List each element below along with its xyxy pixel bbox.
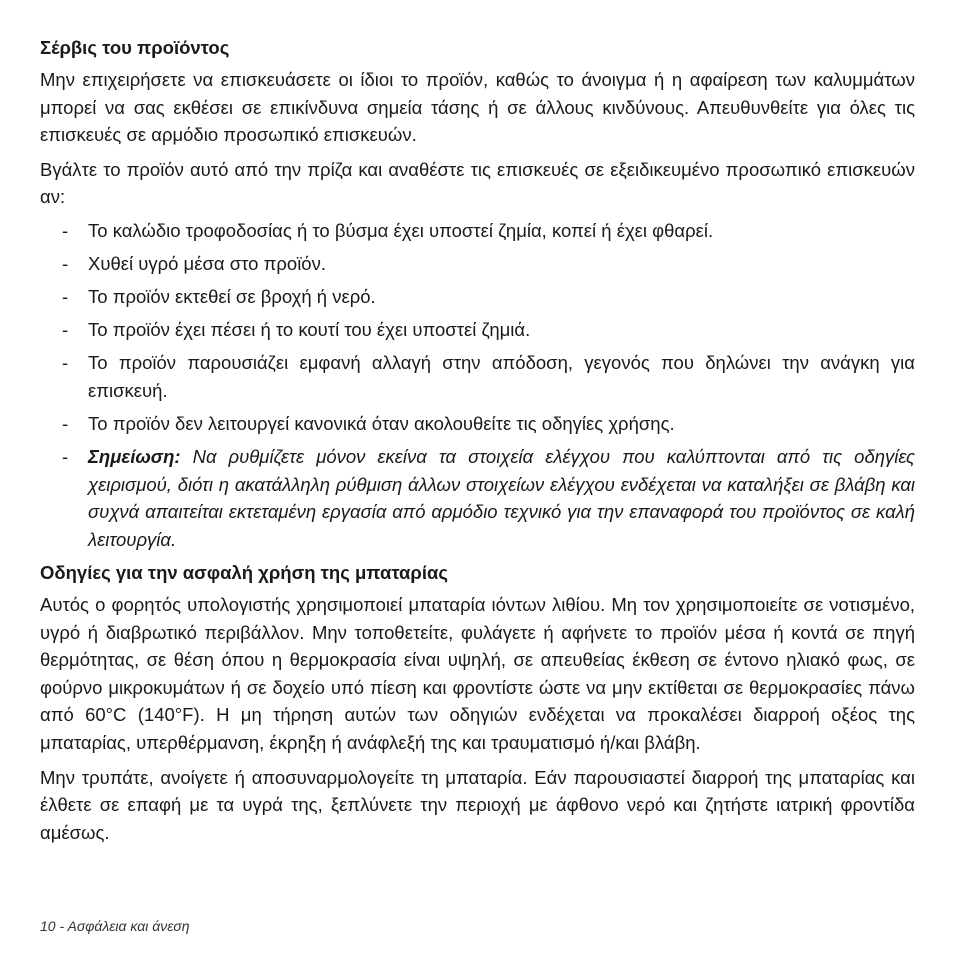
note-text-block [88,443,915,553]
list-item [40,217,915,245]
list-dash: - [62,219,69,241]
list-dash: - [62,446,69,468]
page-footer: 10 - Ασφάλεια και άνεση [40,918,190,934]
document-page [40,34,915,846]
list-dash: - [62,352,69,374]
note-body: Να ρυθμίζετε μόνον εκείνα τα στοιχεία ελέγχου που καλύπτονται από τις οδηγίες χειρισμού, διότι η ακατάλληλη ρύθμιση άλλων στοιχείων ελέγχου ενδέχεται να καταλήξει σε βλάβη και συχνά απαιτείται εκτεταμένη εργασία από αρμόδιο τεχνικό για την επαναφορά του προϊόντος σε καλή λειτουργία. [88,446,916,550]
list-item-text: Το προϊόν δεν λειτουργεί κανονικά όταν ακολουθείτε τις οδηγίες χρήσης. [88,413,675,435]
list-dash: - [62,319,69,341]
note-label: Σημείωση: [88,446,181,468]
list-item-text: Το καλώδιο τροφοδοσίας ή το βύσμα έχει υποστεί ζημία, κοπεί ή έχει φθαρεί. [88,219,714,241]
section-heading-product-service: Σέρβις του προϊόντος [40,37,230,58]
list-item-text: Το προϊόν παρουσιάζει εμφανή αλλαγή στην απόδοση, γεγονός που δηλώνει την ανάγκη για επισκευή. [88,352,915,401]
list-item-text: Χυθεί υγρό μέσα στο προϊόν. [88,253,326,275]
section-heading-battery-safety: Οδηγίες για την ασφαλή χρήση της μπαταρίας [40,562,449,583]
service-conditions-list [40,217,915,554]
list-item [40,316,915,344]
list-item [40,410,915,438]
paragraph-battery-usage: Αυτός ο φορητός υπολογιστής χρησιμοποιεί μπαταρία ιόντων λιθίου. Μη τον χρησιμοποιείτε σε νοτισμένο, υγρό ή διαβρωτικό περιβάλλον. Μην τοποθετείτε, φυλάγετε ή αφήνετε το προϊόν μέσα ή κοντά σε πηγή θερμότητας, σε θέση όπου η θερμοκρασία είναι υψηλή, σε απευθείας έκθεση σε έντονο ηλιακό φως, σε φούρνο μικροκυμάτων ή σε δοχείο υπό πίεση και φροντίστε ώστε να μην εκτίθεται σε θερμοκρασίες πάνω από 60°C (140°F). Η μη τήρηση αυτών των οδηγιών ενδέχεται να προκαλέσει διαρροή οξέος της μπαταρίας, υπερθέρμανση, έκρηξη ή ανάφλεξή της και τραυματισμό ή/και βλάβη. [40,594,915,753]
list-dash: - [62,413,69,435]
list-dash: - [62,253,69,275]
paragraph-repair-warning: Μην επιχειρήσετε να επισκευάσετε οι ίδιοι το προϊόν, καθώς το άνοιγμα ή η αφαίρεση των καλυμμάτων μπορεί να σας εκθέσει σε επικίνδυνα σημεία τάσης ή σε άλλους κινδύνους. Απευθυνθείτε για όλες τις επισκευές σε αρμόδιο προσωπικό επισκευών. [40,69,915,146]
list-item-note [40,443,915,553]
list-dash: - [62,286,69,308]
paragraph-unplug-instructions: Βγάλτε το προϊόν αυτό από την πρίζα και αναθέστε τις επισκευές σε εξειδικευμένο προσωπικό επισκευών αν: [40,158,915,208]
battery-safety-section [40,559,915,846]
list-item-text: Το προϊόν έχει πέσει ή το κουτί του έχει υποστεί ζημιά. [88,319,531,341]
list-item [40,283,915,311]
list-item-text: Το προϊόν εκτεθεί σε βροχή ή νερό. [88,286,376,308]
list-item [40,349,915,404]
paragraph-battery-leak: Μην τρυπάτε, ανοίγετε ή αποσυναρμολογείτε τη μπαταρία. Εάν παρουσιαστεί διαρροή της μπαταρίας και έλθετε σε επαφή με τα υγρά της, ξεπλύνετε την περιοχή με άφθονο νερό και ζητήστε ιατρική φροντίδα αμέσως. [40,766,915,843]
list-item [40,250,915,278]
